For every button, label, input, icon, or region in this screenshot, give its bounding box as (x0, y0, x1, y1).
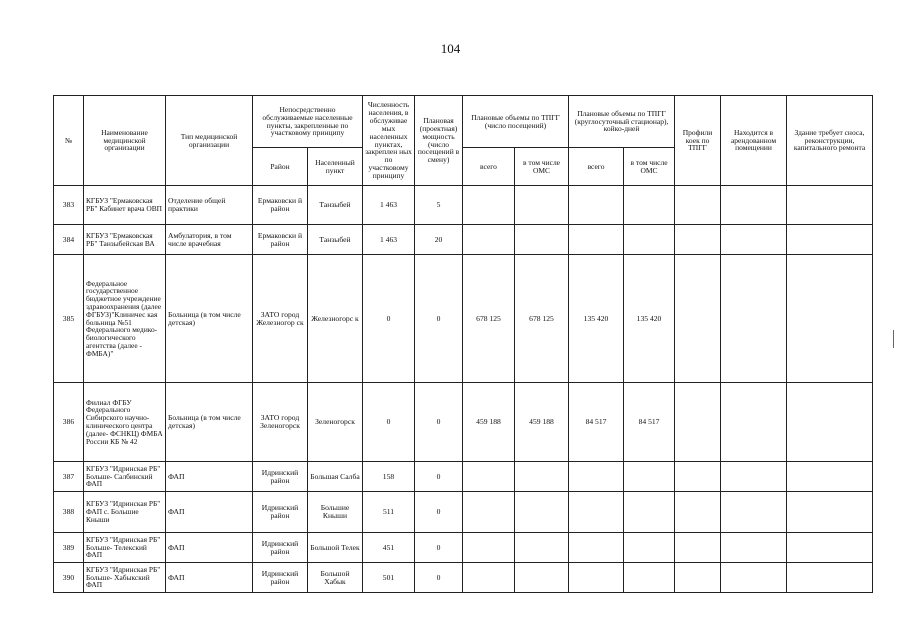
cell-capacity: 0 (415, 563, 463, 593)
cell-repair (787, 255, 873, 383)
header-num: № (54, 96, 84, 186)
cell-rented (721, 462, 787, 492)
cell-repair (787, 533, 873, 563)
cell-med-type: Амбулатория, в том числе врачебная (166, 225, 253, 255)
cell-profiles (675, 255, 721, 383)
cell-population: 511 (363, 492, 415, 533)
header-district: Район (253, 148, 308, 186)
cell-rented (721, 383, 787, 462)
scrollbar-marker (893, 330, 894, 348)
cell-med-type: ФАП (166, 462, 253, 492)
cell-capacity: 0 (415, 462, 463, 492)
cell-beds-oms (624, 533, 675, 563)
cell-beds-total (569, 225, 624, 255)
table-row (54, 462, 873, 492)
cell-beds-total: 135 420 (569, 255, 624, 383)
cell-district: Идринский район (253, 462, 308, 492)
cell-org-name: КГБУЗ "Идринская РБ" Больше- Хабыкский ФАП (84, 563, 166, 593)
cell-org-name: КГБУЗ "Ермаковская РБ" Танзыбейская ВА (84, 225, 166, 255)
table-row (54, 186, 873, 225)
header-beds-total: всего (569, 148, 624, 186)
cell-district: Идринский район (253, 492, 308, 533)
cell-settlement: Танзыбей (308, 186, 363, 225)
page-number: 104 (440, 41, 461, 56)
header-visits-total: всего (463, 148, 515, 186)
cell-profiles (675, 533, 721, 563)
header-served-group: Непосредственно обслуживаемые населенные пункты, закрепленные по участковому принципу (253, 96, 363, 148)
header-beds-group: Плановые объемы по ТПГГ (круглосуточный стационар), койко-дней (569, 96, 675, 148)
header-visits-oms: в том числе ОМС (515, 148, 569, 186)
cell-visits-oms: 678 125 (515, 255, 569, 383)
cell-repair (787, 492, 873, 533)
cell-org-name: Филиал ФГБУ Федерального Сибирского научно- клинического центра (далее- ФСНКЦ) ФМБА России КБ № 42 (84, 383, 166, 462)
cell-rented (721, 563, 787, 593)
cell-profiles (675, 186, 721, 225)
cell-visits-total (463, 492, 515, 533)
cell-num: 386 (54, 383, 84, 462)
cell-capacity: 0 (415, 533, 463, 563)
cell-visits-oms (515, 563, 569, 593)
cell-population: 1 463 (363, 225, 415, 255)
cell-district: Ермаковски й район (253, 225, 308, 255)
cell-med-type: Отделение общей практики (166, 186, 253, 225)
table-row (54, 383, 873, 462)
cell-visits-total (463, 462, 515, 492)
table-row (54, 492, 873, 533)
cell-num: 387 (54, 462, 84, 492)
cell-population: 1 463 (363, 186, 415, 225)
cell-beds-total (569, 533, 624, 563)
cell-settlement: Зеленогорск (308, 383, 363, 462)
header-population: Численность населения, в обслуживае мых населенных пунктах, закреплен ных по участковому принципу (363, 96, 415, 186)
cell-visits-total (463, 186, 515, 225)
cell-beds-total (569, 492, 624, 533)
cell-rented (721, 255, 787, 383)
cell-visits-oms (515, 533, 569, 563)
cell-visits-oms (515, 462, 569, 492)
cell-num: 389 (54, 533, 84, 563)
cell-med-type: Больница (в том числе детская) (166, 255, 253, 383)
header-repair: Здание требует сноса, реконструкции, капитального ремонта (787, 96, 873, 186)
cell-org-name: КГБУЗ "Ермаковская РБ" Кабинет врача ОВП (84, 186, 166, 225)
cell-org-name: КГБУЗ "Идринская РБ" ФАП с. Большие Кныши (84, 492, 166, 533)
cell-repair (787, 462, 873, 492)
cell-beds-oms (624, 186, 675, 225)
cell-beds-oms: 84 517 (624, 383, 675, 462)
cell-population: 0 (363, 383, 415, 462)
cell-num: 383 (54, 186, 84, 225)
cell-beds-oms (624, 225, 675, 255)
cell-capacity: 20 (415, 225, 463, 255)
cell-repair (787, 383, 873, 462)
cell-district: Идринский район (253, 563, 308, 593)
cell-district: Ермаковски й район (253, 186, 308, 225)
cell-med-type: ФАП (166, 533, 253, 563)
header-rented: Находится в арендованном помещении (721, 96, 787, 186)
cell-capacity: 0 (415, 383, 463, 462)
cell-population: 0 (363, 255, 415, 383)
cell-population: 158 (363, 462, 415, 492)
cell-visits-total (463, 225, 515, 255)
cell-visits-total: 459 188 (463, 383, 515, 462)
cell-profiles (675, 383, 721, 462)
cell-rented (721, 186, 787, 225)
cell-beds-total (569, 563, 624, 593)
cell-repair (787, 186, 873, 225)
header-med-type: Тип медицинской организации (166, 96, 253, 186)
table-row (54, 563, 873, 593)
cell-settlement: Большие Кныши (308, 492, 363, 533)
cell-capacity: 0 (415, 255, 463, 383)
cell-visits-oms (515, 225, 569, 255)
cell-profiles (675, 225, 721, 255)
cell-beds-oms (624, 492, 675, 533)
cell-beds-oms: 135 420 (624, 255, 675, 383)
cell-profiles (675, 492, 721, 533)
cell-district: Идринский район (253, 533, 308, 563)
cell-repair (787, 225, 873, 255)
cell-profiles (675, 462, 721, 492)
header-profiles: Профили коек по ТПГГ (675, 96, 721, 186)
cell-settlement: Большая Салба (308, 462, 363, 492)
cell-population: 451 (363, 533, 415, 563)
cell-beds-oms (624, 563, 675, 593)
cell-org-name: КГБУЗ "Идринская РБ" Больше- Телекский ФАП (84, 533, 166, 563)
cell-settlement: Танзыбей (308, 225, 363, 255)
cell-num: 388 (54, 492, 84, 533)
header-beds-oms: в том числе ОМС (624, 148, 675, 186)
cell-org-name: КГБУЗ "Идринская РБ" Больше- Салбинский ФАП (84, 462, 166, 492)
cell-population: 501 (363, 563, 415, 593)
cell-settlement: Большой Хабык (308, 563, 363, 593)
cell-visits-total (463, 563, 515, 593)
cell-num: 390 (54, 563, 84, 593)
cell-capacity: 5 (415, 186, 463, 225)
cell-settlement: Большой Телек (308, 533, 363, 563)
cell-beds-total: 84 517 (569, 383, 624, 462)
cell-rented (721, 533, 787, 563)
cell-settlement: Железногорс к (308, 255, 363, 383)
cell-visits-oms (515, 186, 569, 225)
cell-visits-total (463, 533, 515, 563)
cell-med-type: Больница (в том числе детская) (166, 383, 253, 462)
table-row (54, 255, 873, 383)
cell-med-type: ФАП (166, 492, 253, 533)
cell-capacity: 0 (415, 492, 463, 533)
header-visits-group: Плановые объемы по ТПГГ (число посещений) (463, 96, 569, 148)
table-body (54, 186, 873, 593)
header-capacity: Плановая (проектная) мощность (число посещений в смену) (415, 96, 463, 186)
cell-visits-oms (515, 492, 569, 533)
cell-district: ЗАТО город Зеленогорск (253, 383, 308, 462)
cell-beds-oms (624, 462, 675, 492)
cell-num: 385 (54, 255, 84, 383)
cell-district: ЗАТО город Железногор ск (253, 255, 308, 383)
cell-beds-total (569, 462, 624, 492)
cell-med-type: ФАП (166, 563, 253, 593)
cell-rented (721, 492, 787, 533)
medical-organizations-table (53, 95, 873, 593)
cell-repair (787, 563, 873, 593)
table-row (54, 225, 873, 255)
header-settlement: Населенный пункт (308, 148, 363, 186)
cell-visits-oms: 459 188 (515, 383, 569, 462)
cell-num: 384 (54, 225, 84, 255)
header-org-name: Наименование медицинской организации (84, 96, 166, 186)
cell-visits-total: 678 125 (463, 255, 515, 383)
cell-beds-total (569, 186, 624, 225)
cell-rented (721, 225, 787, 255)
cell-profiles (675, 563, 721, 593)
cell-org-name: Федеральное государственное бюджетное учреждение здравоохранения (далее ФГБУЗ)"Клиничес кая больница №51 Федерального медико- биологического агентства (далее - ФМБА)" (84, 255, 166, 383)
table-row (54, 533, 873, 563)
